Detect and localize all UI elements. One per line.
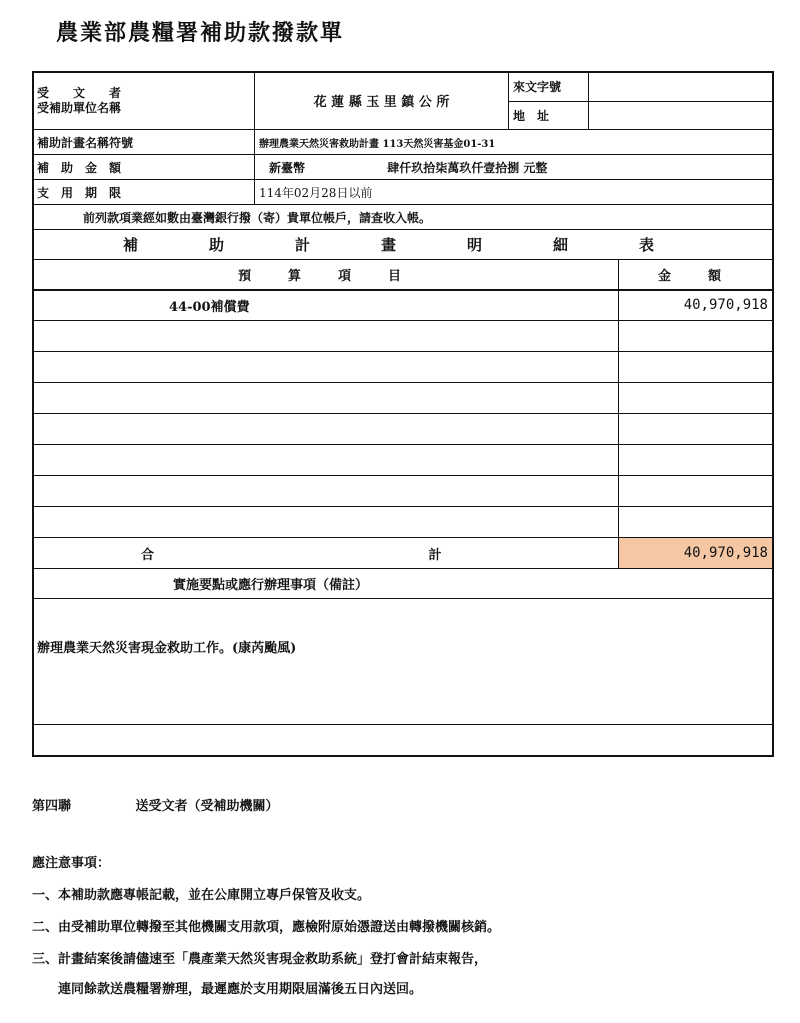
remarks-title: 實施要點或應行辦理事項（備註） [33, 569, 773, 599]
doc-no-label: 來文字號 [509, 72, 589, 102]
note-item: 二、由受補助單位轉撥至其他機關支用款項，應檢附原始憑證送由轉撥機關核銷。 [32, 920, 501, 935]
empty-row [33, 383, 619, 414]
period-label: 支 用 期 限 [33, 180, 255, 205]
empty-row [33, 507, 619, 538]
plan-value: 辦理農業天然災害救助計畫 113天然災害基金01-31 [255, 130, 773, 155]
total-label-right: 計 [428, 547, 442, 563]
copy-label: 第四聯 [32, 799, 72, 814]
empty-cell [619, 414, 773, 445]
recipient-value: 花 蓮 縣 玉 里 鎮 公 所 [255, 72, 509, 130]
recipient-label: 受 文 者 [37, 85, 128, 100]
empty-row [33, 414, 619, 445]
document-title: 農業部農糧署補助款撥款單 [56, 20, 345, 46]
empty-row [33, 476, 619, 507]
detail-row-item: 44-00補償費 [33, 290, 619, 321]
empty-cell [619, 321, 773, 352]
copy-line [32, 795, 279, 814]
detail-table-title: 補 助 計 畫 明 細 表 [33, 230, 773, 260]
total-label-cell [33, 538, 619, 569]
detail-header-item: 預 算 項 目 [33, 260, 619, 290]
empty-cell [619, 352, 773, 383]
copy-destination: 送受文者（受補助機關） [135, 799, 279, 814]
total-amount: 40,970,918 [619, 538, 773, 569]
note-item: 連同餘款送農糧署辦理，最遲應於支用期限屆滿後五日內送回。 [32, 982, 423, 997]
amount-in-words: 肆仟玖拾柒萬玖仟壹拾捌 元整 [387, 160, 548, 175]
remarks-text: 辦理農業天然災害現金救助工作。(康芮颱風) [33, 599, 773, 725]
total-label-left: 合 [141, 547, 155, 563]
empty-cell [619, 445, 773, 476]
amount-currency: 新臺幣 [269, 160, 306, 175]
period-value: 114年02月28日以前 [255, 180, 773, 205]
recipient-unit-label: 受補助單位名稱 [37, 100, 122, 115]
empty-cell [619, 507, 773, 538]
amount-value-cell [255, 155, 773, 180]
empty-cell [619, 383, 773, 414]
doc-no-value [589, 72, 773, 102]
detail-header-amount: 金 額 [619, 260, 773, 290]
note-item: 三、計畫結案後請儘速至「農產業天然災害現金救助系統」登打會計結束報告， [32, 952, 488, 967]
note-item: 一、本補助款應專帳記載，並在公庫開立專戶保管及收支。 [32, 888, 371, 903]
empty-row [33, 445, 619, 476]
detail-row-amount: 40,970,918 [619, 290, 773, 321]
amount-label: 補 助 金 額 [33, 155, 255, 180]
address-label: 地 址 [509, 102, 589, 130]
address-value [589, 102, 773, 130]
notes-title: 應注意事項： [32, 856, 111, 871]
empty-row [33, 321, 619, 352]
recipient-label-cell [33, 72, 255, 130]
notice-text: 前列款項業經如數由臺灣銀行撥（寄）貴單位帳戶，請查收入帳。 [33, 205, 773, 230]
disbursement-form [32, 71, 773, 725]
plan-label: 補助計畫名稱符號 [33, 130, 255, 155]
empty-cell [619, 476, 773, 507]
empty-row [33, 352, 619, 383]
